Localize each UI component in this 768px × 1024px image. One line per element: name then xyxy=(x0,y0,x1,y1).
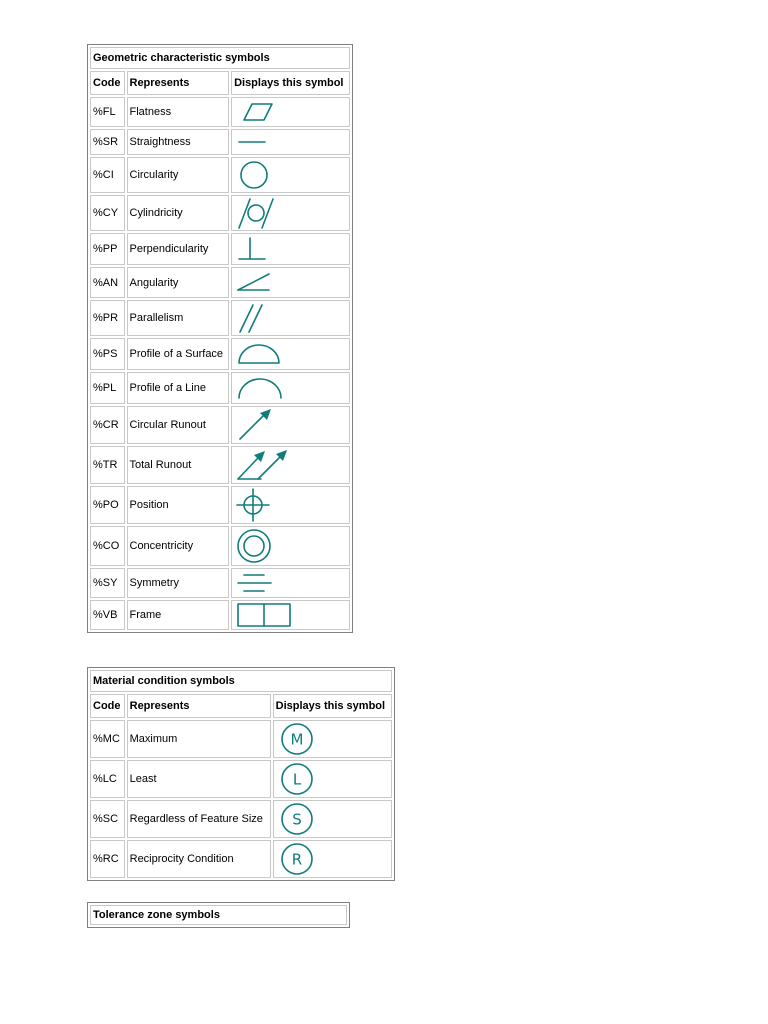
row-code: %VB xyxy=(90,600,125,630)
material-condition-table xyxy=(87,667,395,881)
row-represents: Perpendicularity xyxy=(127,233,230,265)
row-code: %CI xyxy=(90,157,125,193)
row-represents: Symmetry xyxy=(127,568,230,598)
table-row xyxy=(90,600,350,630)
svg-text:S: S xyxy=(291,810,302,829)
flatness-icon xyxy=(231,97,350,127)
table-title: Tolerance zone symbols xyxy=(90,905,347,925)
table-row xyxy=(90,267,350,298)
row-code: %CR xyxy=(90,406,125,444)
row-represents: Position xyxy=(127,486,230,524)
cylindricity-icon xyxy=(231,195,350,231)
straightness-icon xyxy=(231,129,350,155)
row-represents: Circularity xyxy=(127,157,230,193)
table-row xyxy=(90,338,350,370)
row-code: %SC xyxy=(90,800,125,838)
table-row xyxy=(90,486,350,524)
svg-text:L: L xyxy=(292,770,301,789)
column-header-code: Code xyxy=(90,694,125,718)
table-row xyxy=(90,233,350,265)
circled-s-icon xyxy=(273,800,392,838)
row-code: %PO xyxy=(90,486,125,524)
position-icon xyxy=(231,486,350,524)
row-code: %MC xyxy=(90,720,125,758)
circled-l-icon xyxy=(273,760,392,798)
row-represents: Cylindricity xyxy=(127,195,230,231)
frame-icon xyxy=(231,600,350,630)
table-row xyxy=(90,97,350,127)
circular-runout-icon xyxy=(231,406,350,444)
table-row xyxy=(90,840,392,878)
svg-text:R: R xyxy=(291,850,302,869)
row-code: %FL xyxy=(90,97,125,127)
row-represents: Profile of a Line xyxy=(127,372,230,404)
angularity-icon xyxy=(231,267,350,298)
circled-m-icon xyxy=(273,720,392,758)
row-code: %CY xyxy=(90,195,125,231)
column-header-represents: Represents xyxy=(127,71,230,95)
profile-line-icon xyxy=(231,372,350,404)
column-header-represents: Represents xyxy=(127,694,271,718)
row-represents: Least xyxy=(127,760,271,798)
row-represents: Total Runout xyxy=(127,446,230,484)
row-code: %PR xyxy=(90,300,125,336)
row-code: %CO xyxy=(90,526,125,566)
row-represents: Regardless of Feature Size xyxy=(127,800,271,838)
row-code: %PP xyxy=(90,233,125,265)
row-represents: Reciprocity Condition xyxy=(127,840,271,878)
row-represents: Parallelism xyxy=(127,300,230,336)
row-represents: Frame xyxy=(127,600,230,630)
geometric-symbols-table xyxy=(87,44,353,633)
total-runout-icon xyxy=(231,446,350,484)
table-row xyxy=(90,568,350,598)
tolerance-zone-table xyxy=(87,902,350,928)
row-code: %PS xyxy=(90,338,125,370)
table-row xyxy=(90,157,350,193)
table-row xyxy=(90,720,392,758)
perpendicularity-icon xyxy=(231,233,350,265)
row-represents: Maximum xyxy=(127,720,271,758)
table-row xyxy=(90,406,350,444)
table-row xyxy=(90,526,350,566)
row-represents: Angularity xyxy=(127,267,230,298)
row-code: %SY xyxy=(90,568,125,598)
table-row xyxy=(90,760,392,798)
row-represents: Concentricity xyxy=(127,526,230,566)
table-row xyxy=(90,129,350,155)
parallelism-icon xyxy=(231,300,350,336)
table-title: Material condition symbols xyxy=(90,670,392,692)
concentricity-icon xyxy=(231,526,350,566)
column-header-symbol: Displays this symbol xyxy=(231,71,350,95)
row-represents: Circular Runout xyxy=(127,406,230,444)
profile-surface-icon xyxy=(231,338,350,370)
row-represents: Flatness xyxy=(127,97,230,127)
column-header-symbol: Displays this symbol xyxy=(273,694,392,718)
row-represents: Straightness xyxy=(127,129,230,155)
row-code: %RC xyxy=(90,840,125,878)
svg-text:M: M xyxy=(290,730,304,749)
table-row xyxy=(90,446,350,484)
table-row xyxy=(90,195,350,231)
row-code: %TR xyxy=(90,446,125,484)
table-row xyxy=(90,800,392,838)
table-row xyxy=(90,300,350,336)
row-code: %SR xyxy=(90,129,125,155)
row-code: %AN xyxy=(90,267,125,298)
row-represents: Profile of a Surface xyxy=(127,338,230,370)
table-title: Geometric characteristic symbols xyxy=(90,47,350,69)
symmetry-icon xyxy=(231,568,350,598)
row-code: %PL xyxy=(90,372,125,404)
column-header-code: Code xyxy=(90,71,125,95)
circled-r-icon xyxy=(273,840,392,878)
row-code: %LC xyxy=(90,760,125,798)
table-row xyxy=(90,372,350,404)
circularity-icon xyxy=(231,157,350,193)
